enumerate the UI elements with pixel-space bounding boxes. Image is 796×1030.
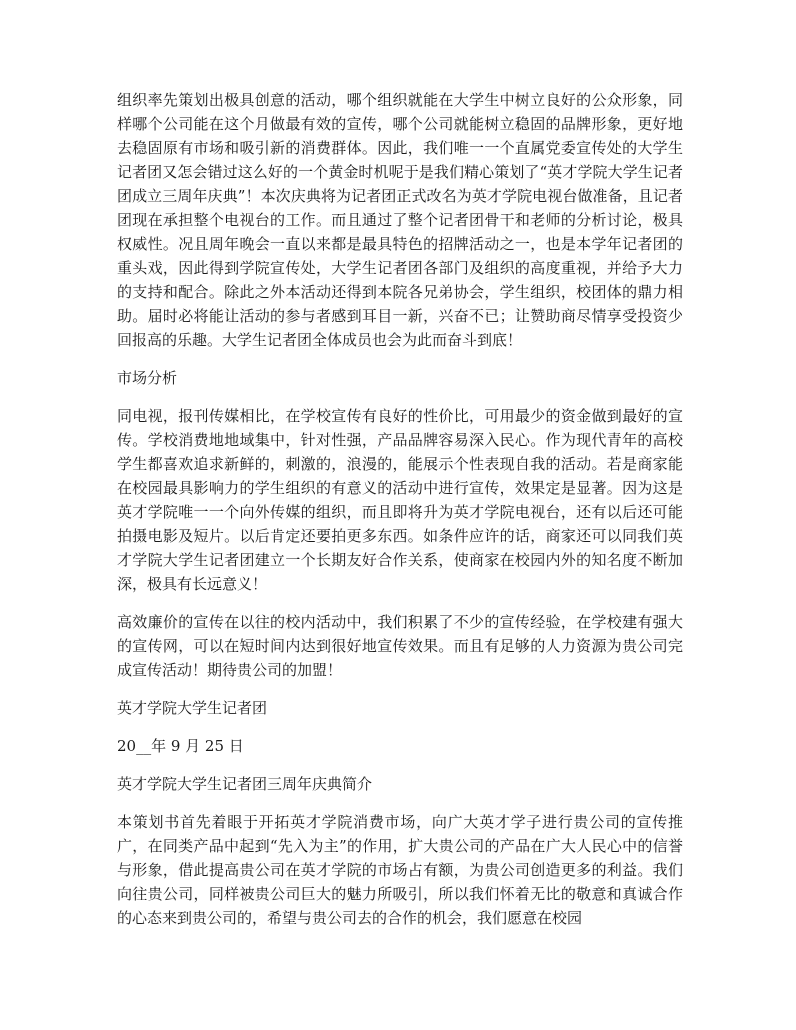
paragraph-intro-activity: 组织率先策划出极具创意的活动，哪个组织就能在大学生中树立良好的公众形象，同样哪个公司能在这个月做最有效的宣传，哪个公司就能树立稳固的品牌形象，更好地去稳固原有市场和吸引新的消费群体。因此，我们唯一一个直属党委宣传处的大学生记者团又怎会错过这么好的一个黄金时机呢于是我们精心策划了“英才学院大学生记者团成立三周年庆典”！本次庆典将为记者团正式改名为英才学院电视台做准备，且记者团现在承担整个电视台的工作。而且通过了整个记者团骨干和老师的分析讨论，极具权威性。况且周年晚会一直以来都是最具特色的招牌活动之一，也是本学年记者团的重头戏，因此得到学院宣传处，大学生记者团各部门及组织的高度重视，并给予大力的支持和配合。除此之外本活动还得到本院各兄弟协会，学生组织，校团体的鼎力相助。届时必将能让活动的参与者感到耳目一新，兴奋不已；让赞助商尽情享受投资少回报高的乐趣。大学生记者团全体成员也会为此而奋斗到底！ (117, 91, 683, 349)
paragraph-anniversary-intro: 本策划书首先着眼于开拓英才学院消费市场，向广大英才学子进行贵公司的宣传推广，在同类产品中起到“先入为主”的作用，扩大贵公司的产品在广大人民心中的信誉与形象，借此提高贵公司在英才学院的市场占有额，为贵公司创造更多的利益。我们向往贵公司，同样被贵公司巨大的魅力所吸引，所以我们怀着无比的敬意和真诚合作的心态来到贵公司的，希望与贵公司去的合作的机会，我们愿意在校园 (117, 813, 683, 927)
paragraph-market-analysis: 同电视，报刊传媒相比，在学校宣传有良好的性价比，可用最少的资金做到最好的宣传。学校消费地地域集中，针对性强，产品品牌容易深入民心。作为现代青年的高校学生都喜欢追求新鲜的，刺激的，浪漫的，能展示个性表现自我的活动。若是商家能在校园最具影响力的学生组织的有意义的活动中进行宣传，效果定是显著。因为这是英才学院唯一一个向外传媒的组织，而且即将升为英才学院电视台，还有以后还可能拍摄电影及短片。以后肯定还要拍更多东西。如条件应许的话，商家还可以同我们英才学院大学生记者团建立一个长期友好合作关系，使商家在校园内外的知名度不断加深，极具有长远意义！ (117, 407, 683, 593)
document-page (117, 88, 683, 944)
heading-market-analysis: 市场分析 (117, 369, 178, 387)
paragraph-promotion: 高效廉价的宣传在以往的校内活动中，我们积累了不少的宣传经验，在学校建有强大的宣传网，可以在短时间内达到很好地宣传效果。而且有足够的人力资源为贵公司完成宣传活动！期待贵公司的加盟！ (117, 613, 683, 679)
signature-date: 20__年 9 月 25 日 (117, 737, 244, 755)
heading-anniversary-intro: 英才学院大学生记者团三周年庆典简介 (117, 775, 373, 793)
signature-organization: 英才学院大学生记者团 (117, 699, 268, 717)
